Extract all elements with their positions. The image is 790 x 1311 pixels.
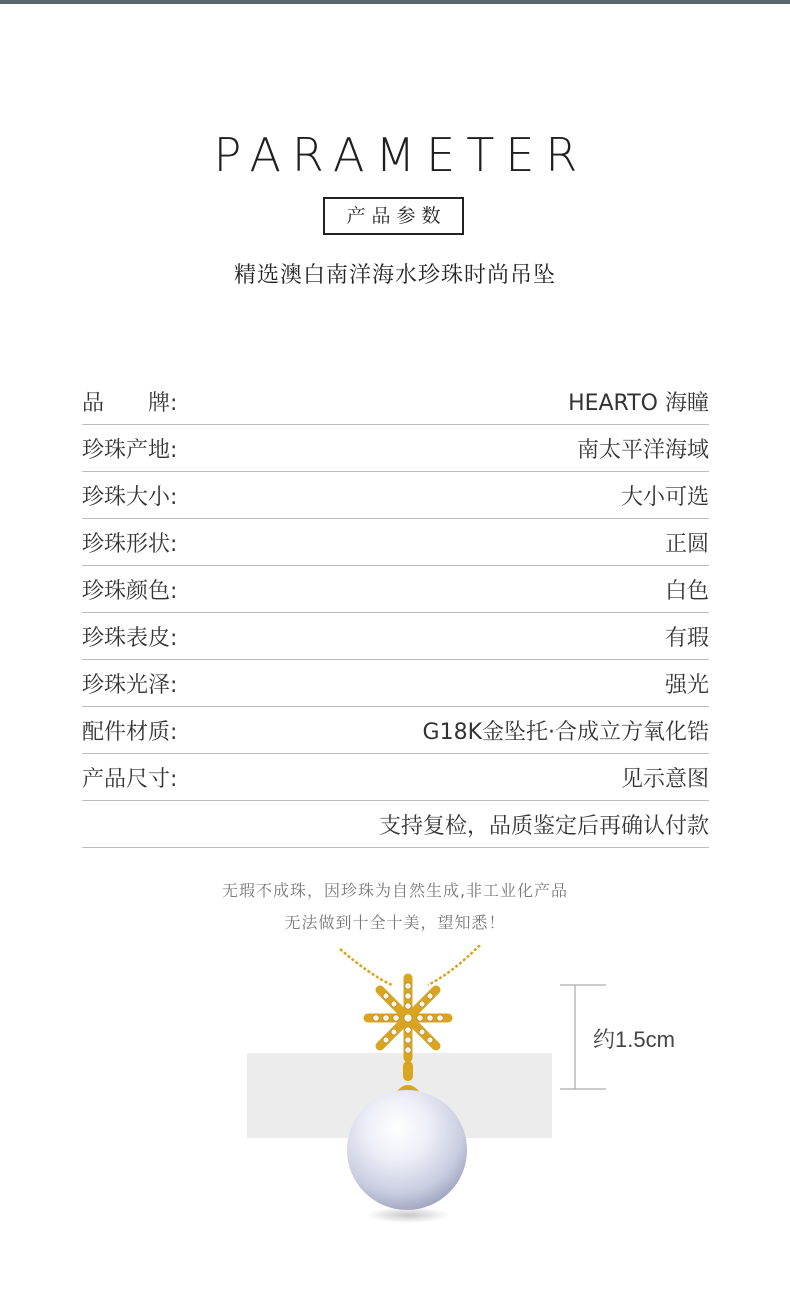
param-table — [82, 378, 709, 848]
param-value: 见示意图 — [620, 766, 709, 792]
param-row-luster — [82, 660, 709, 707]
param-value: G18K金坠托·合成立方氧化锆 — [422, 719, 709, 745]
param-value: 大小可选 — [620, 484, 709, 510]
param-row-color — [82, 566, 709, 613]
param-key: 珍珠光泽: — [82, 672, 178, 698]
inspection-note: 支持复检，品质鉴定后再确认付款 — [378, 813, 709, 839]
param-key: 珍珠产地: — [82, 437, 178, 463]
page-title: PARAMETER — [213, 128, 589, 182]
measurement-label: 约1.5cm — [593, 1027, 675, 1052]
product-description: 精选澳白南洋海水珍珠时尚吊坠 — [233, 263, 556, 288]
subtitle-box: 产品参数 — [323, 197, 464, 235]
param-row-surface — [82, 613, 709, 660]
param-row-shape — [82, 519, 709, 566]
param-row-dimensions — [82, 754, 709, 801]
param-value: 正圆 — [664, 531, 709, 557]
param-key: 配件材质: — [82, 719, 178, 745]
disclaimer-line-1: 无瑕不成珠，因珍珠为自然生成,非工业化产品 — [221, 881, 569, 900]
param-value: 南太平洋海域 — [576, 437, 709, 463]
top-bar — [0, 0, 790, 4]
param-row-material — [82, 707, 709, 754]
param-key: 珍珠大小: — [82, 484, 178, 510]
param-row-inspection — [82, 801, 709, 848]
param-value: 有瑕 — [664, 625, 709, 651]
param-row-size — [82, 472, 709, 519]
pearl-pendant-image — [330, 945, 490, 1235]
param-key: 产品尺寸: — [82, 766, 178, 792]
param-key: 品 牌: — [82, 390, 178, 416]
param-key: 珍珠表皮: — [82, 625, 178, 651]
param-value: 白色 — [664, 578, 709, 604]
param-value: 强光 — [664, 672, 709, 698]
param-row-origin — [82, 425, 709, 472]
param-value: HEARTO 海瞳 — [568, 390, 709, 416]
param-row-brand — [82, 378, 709, 425]
param-key: 珍珠形状: — [82, 531, 178, 557]
disclaimer-line-2: 无法做到十全十美，望知悉！ — [284, 913, 506, 932]
param-key: 珍珠颜色: — [82, 578, 178, 604]
